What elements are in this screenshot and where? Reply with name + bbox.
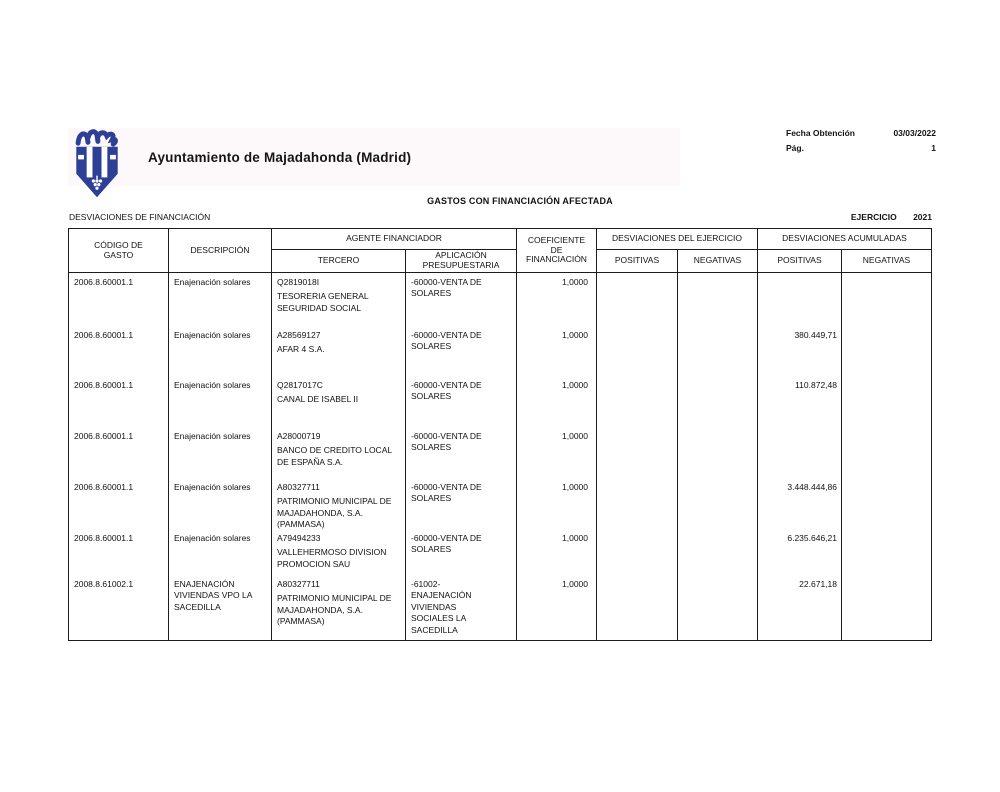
cell-aplicacion-presupuestaria <box>406 478 517 529</box>
cell-descripcion: Enajenación solares <box>169 427 272 478</box>
org-name: Ayuntamiento de Majadahonda (Madrid) <box>148 150 412 165</box>
col-header-codigo-gasto: CÓDIGO DE GASTO <box>69 229 169 272</box>
col-header-agente-financiador: AGENTE FINANCIADOR <box>272 229 517 250</box>
cell-desv-acumuladas-positivas: 22.671,18 <box>758 575 842 641</box>
cell-descripcion: Enajenación solares <box>169 478 272 529</box>
cell-tercero <box>272 529 406 575</box>
cell-tercero <box>272 575 406 641</box>
tercero-nombre: BANCO DE CREDITO LOCAL DE ESPAÑA S.A. <box>277 445 392 467</box>
col-header-tercero: TERCERO <box>272 250 406 272</box>
col-header-desviaciones-acumuladas: DESVIACIONES ACUMULADAS <box>758 229 931 250</box>
table-row <box>69 273 931 326</box>
cell-aplicacion-presupuestaria <box>406 427 517 478</box>
aplicacion-text: -60000-VENTA DE SOLARES <box>411 330 482 352</box>
pagina-value: 1 <box>931 143 936 153</box>
cell-tercero <box>272 326 406 376</box>
table-row <box>69 478 931 529</box>
col-header-ejercicio-negativas: NEGATIVAS <box>678 250 758 272</box>
cell-desv-acumuladas-positivas: 6.235.646,21 <box>758 529 842 575</box>
cell-desv-acumuladas-negativas <box>842 575 931 641</box>
cell-coeficiente: 1,0000 <box>517 326 597 376</box>
table-row <box>69 529 931 575</box>
cell-descripcion: Enajenación solares <box>169 529 272 575</box>
tercero-nombre: CANAL DE ISABEL II <box>277 394 359 405</box>
aplicacion-text: -60000-VENTA DE SOLARES <box>411 380 482 402</box>
majadahonda-crest-icon <box>70 126 124 200</box>
cell-desv-ejercicio-negativas <box>678 326 758 376</box>
cell-desv-acumuladas-positivas: 380.449,71 <box>758 326 842 376</box>
cell-desv-ejercicio-negativas <box>678 575 758 641</box>
col-header-ejercicio-positivas: POSITIVAS <box>597 250 678 272</box>
tercero-id: A28000719 <box>277 431 321 441</box>
tercero-nombre: TESORERIA GENERAL SEGURIDAD SOCIAL <box>277 291 369 313</box>
cell-desv-acumuladas-negativas <box>842 427 931 478</box>
cell-desv-acumuladas-positivas <box>758 273 842 326</box>
cell-desv-ejercicio-positivas <box>597 427 678 478</box>
cell-aplicacion-presupuestaria <box>406 376 517 427</box>
tercero-nombre: AFAR 4 S.A. <box>277 344 325 355</box>
section-title: DESVIACIONES DE FINANCIACIÓN <box>69 212 211 222</box>
cell-coeficiente: 1,0000 <box>517 478 597 529</box>
cell-descripcion: Enajenación solares <box>169 326 272 376</box>
cell-codigo-gasto: 2006.8.60001.1 <box>69 427 169 478</box>
cell-desv-acumuladas-negativas <box>842 376 931 427</box>
tercero-nombre: PATRIMONIO MUNICIPAL DE MAJADAHONDA, S.A. (PAMMASA) <box>277 496 392 529</box>
col-header-acumuladas-negativas: NEGATIVAS <box>862 255 911 266</box>
ejercicio-value: 2021 <box>913 212 932 222</box>
col-header-acumuladas-positivas: POSITIVAS <box>758 250 842 272</box>
cell-aplicacion-presupuestaria <box>406 326 517 376</box>
tercero-id: A28569127 <box>277 330 321 340</box>
cell-desv-acumuladas-negativas <box>842 326 931 376</box>
tercero-id: A80327711 <box>277 482 320 492</box>
ejercicio <box>851 212 932 222</box>
aplicacion-text: -60000-VENTA DE SOLARES <box>411 277 482 299</box>
cell-desv-ejercicio-negativas <box>678 427 758 478</box>
cell-codigo-gasto: 2006.8.60001.1 <box>69 273 169 326</box>
table-row <box>69 326 931 376</box>
col-header-coeficiente-financiacion: COEFICIENTE DE FINANCIACIÓN <box>517 229 597 272</box>
aplicacion-text: -61002-ENAJENACIÓN VIVIENDAS SOCIALES LA SACEDILLA <box>411 579 472 635</box>
cell-desv-ejercicio-positivas <box>597 478 678 529</box>
report-title: GASTOS CON FINANCIACIÓN AFECTADA <box>427 196 613 206</box>
cell-tercero <box>272 478 406 529</box>
cell-aplicacion-presupuestaria <box>406 529 517 575</box>
cell-descripcion: Enajenación solares <box>169 376 272 427</box>
cell-tercero <box>272 273 406 326</box>
tercero-id: A80327711 <box>277 579 320 589</box>
aplicacion-text: -60000-VENTA DE SOLARES <box>411 482 482 504</box>
cell-descripcion: ENAJENACIÓN VIVIENDAS VPO LA SACEDILLA <box>169 575 272 641</box>
pagina-label: Pág. <box>786 143 804 153</box>
cell-coeficiente: 1,0000 <box>517 575 597 641</box>
cell-desv-ejercicio-positivas <box>597 575 678 641</box>
tercero-id: A79494233 <box>277 533 321 543</box>
table-header <box>69 229 931 273</box>
cell-desv-ejercicio-negativas <box>678 273 758 326</box>
cell-codigo-gasto: 2006.8.60001.1 <box>69 478 169 529</box>
cell-desv-acumuladas-positivas: 3.448.444,86 <box>758 478 842 529</box>
cell-desv-acumuladas-negativas <box>842 478 931 529</box>
cell-desv-ejercicio-positivas <box>597 273 678 326</box>
fecha-obtencion-row <box>786 128 936 138</box>
cell-coeficiente: 1,0000 <box>517 273 597 326</box>
cell-desv-acumuladas-negativas <box>842 529 931 575</box>
col-header-aplicacion-presupuestaria: APLICACIÓN PRESUPUESTARIA <box>406 250 517 272</box>
tercero-nombre: VALLEHERMOSO DIVISION PROMOCION SAU <box>277 547 387 569</box>
aplicacion-text: -60000-VENTA DE SOLARES <box>411 533 482 555</box>
cell-coeficiente: 1,0000 <box>517 376 597 427</box>
cell-coeficiente: 1,0000 <box>517 427 597 478</box>
cell-desv-acumuladas-negativas <box>842 273 931 326</box>
pagina-row <box>786 143 936 153</box>
aplicacion-text: -60000-VENTA DE SOLARES <box>411 431 482 453</box>
cell-tercero <box>272 427 406 478</box>
tercero-id: Q2819018I <box>277 277 320 287</box>
cell-desv-ejercicio-positivas <box>597 529 678 575</box>
cell-codigo-gasto: 2006.8.60001.1 <box>69 376 169 427</box>
cell-aplicacion-presupuestaria <box>406 273 517 326</box>
cell-tercero <box>272 376 406 427</box>
tercero-id: Q2817017C <box>277 380 323 390</box>
tercero-nombre: PATRIMONIO MUNICIPAL DE MAJADAHONDA, S.A. (PAMMASA) <box>277 593 392 627</box>
cell-coeficiente: 1,0000 <box>517 529 597 575</box>
table-row <box>69 376 931 427</box>
cell-codigo-gasto: 2006.8.60001.1 <box>69 326 169 376</box>
col-header-descripcion: DESCRIPCIÓN <box>169 229 272 272</box>
table-body <box>69 273 931 641</box>
col-header-desviaciones-ejercicio: DESVIACIONES DEL EJERCICIO <box>597 229 758 250</box>
cell-desv-acumuladas-positivas: 110.872,48 <box>758 376 842 427</box>
desviaciones-table <box>68 228 932 641</box>
cell-codigo-gasto: 2008.8.61002.1 <box>69 575 169 641</box>
cell-codigo-gasto: 2006.8.60001.1 <box>69 529 169 575</box>
cell-aplicacion-presupuestaria <box>406 575 517 641</box>
fecha-obtencion-value: 03/03/2022 <box>893 128 936 138</box>
cell-desv-ejercicio-negativas <box>678 478 758 529</box>
cell-descripcion: Enajenación solares <box>169 273 272 326</box>
cell-desv-ejercicio-negativas <box>678 376 758 427</box>
table-row <box>69 427 931 478</box>
cell-desv-acumuladas-positivas <box>758 427 842 478</box>
cell-desv-ejercicio-negativas <box>678 529 758 575</box>
cell-desv-ejercicio-positivas <box>597 326 678 376</box>
table-row <box>69 575 931 641</box>
ejercicio-label: EJERCICIO <box>850 212 897 222</box>
fecha-obtencion-label: Fecha Obtención <box>786 128 855 138</box>
cell-desv-ejercicio-positivas <box>597 376 678 427</box>
